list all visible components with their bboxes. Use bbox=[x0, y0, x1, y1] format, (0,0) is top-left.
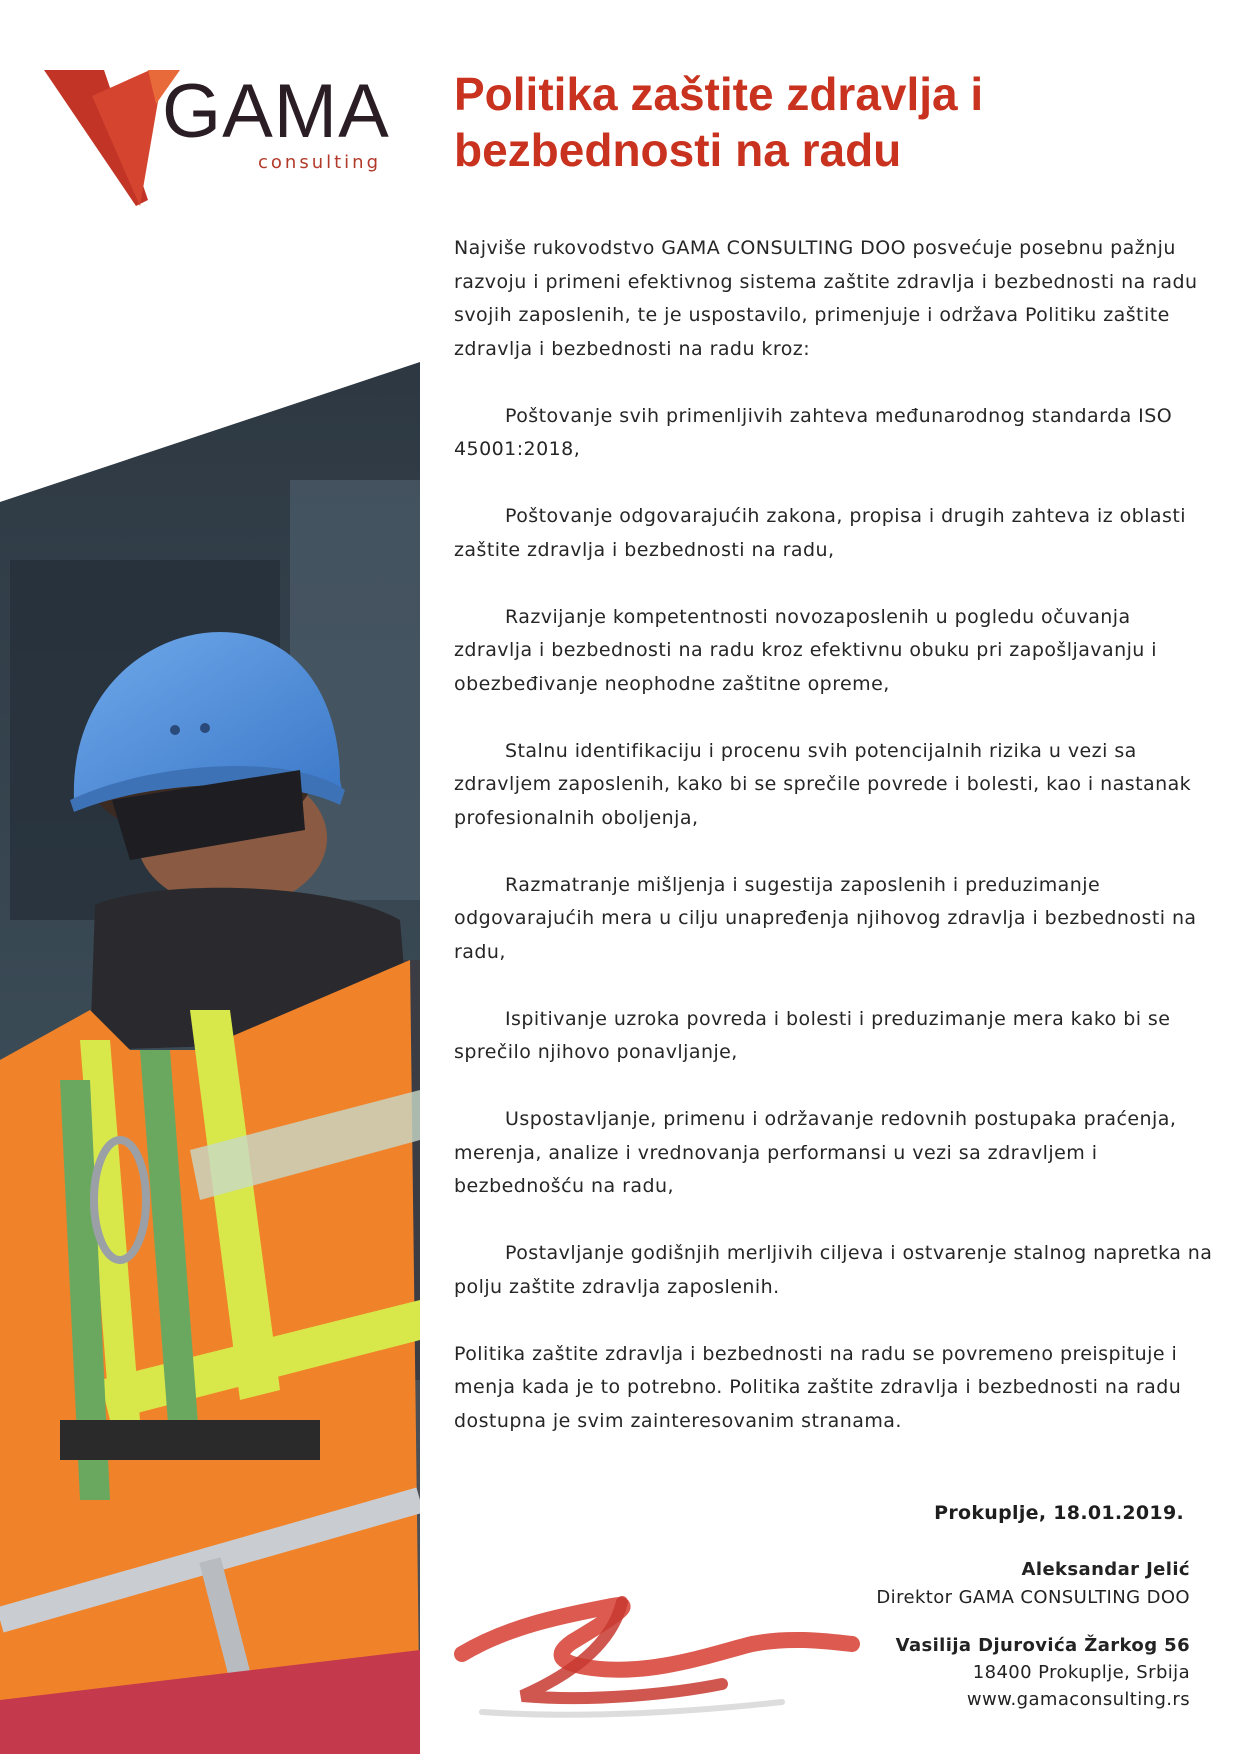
company-logo bbox=[44, 66, 394, 216]
policy-item: Razmatranje mišljenja i sugestija zaposlenih i preduzimanje odgovarajućih mera u cilju unapređenja njihovog zdravlja i bezbednosti na radu, bbox=[454, 873, 1197, 963]
policy-item: Poštovanje odgovarajućih zakona, propisa i drugih zahteva iz oblasti zaštite zdravlja i bezbednosti na radu, bbox=[454, 505, 1186, 561]
intro-paragraph: Najviše rukovodstvo GAMA CONSULTING DOO posvećuje posebnu pažnju razvoju i primeni efektivnog sistema zaštite zdravlja i bezbednosti na radu svojih zaposlenih, te je uspostavilo, primenjuje i održava Politiku zaštite zdravlja i bezbednosti na radu kroz: bbox=[454, 237, 1198, 360]
policy-item: Postavljanje godišnjih merljivih ciljeva i ostvarenje stalnog napretka na polju zaštite zdravlja zaposlenih. bbox=[454, 1242, 1213, 1298]
policy-body bbox=[454, 232, 1214, 1472]
closing-paragraph: Politika zaštite zdravlja i bezbednosti na radu se povremeno preispituje i menja kada je to potrebno. Politika zaštite zdravlja i bezbednosti na radu dostupna je svim zainteresovanim stranama. bbox=[454, 1342, 1182, 1432]
worker-photo bbox=[0, 0, 420, 1754]
address-street: Vasilija Djurovića Žarkog 56 bbox=[895, 1635, 1190, 1656]
place-date: Prokuplje, 18.01.2019. bbox=[934, 1502, 1184, 1524]
signer-name: Aleksandar Jelić bbox=[1021, 1559, 1190, 1580]
address-city: 18400 Prokuplje, Srbija bbox=[972, 1662, 1190, 1683]
policy-item: Uspostavljanje, primenu i održavanje redovnih postupaka praćenja, merenja, analize i vrednovanja performansi u vezi sa zdravljem i bezbednošću na radu, bbox=[454, 1108, 1177, 1197]
website-link[interactable]: www.gamaconsulting.rs bbox=[966, 1689, 1190, 1710]
logo-subtitle: consulting bbox=[258, 152, 381, 173]
policy-item: Poštovanje svih primenljivih zahteva međunarodnog standarda ISO 45001:2018, bbox=[454, 404, 1173, 460]
page-title: Politika zaštite zdravlja i bezbednosti na radu bbox=[454, 68, 984, 176]
logo-wordmark: GAMA bbox=[162, 69, 390, 154]
signer-role: Direktor GAMA CONSULTING DOO bbox=[876, 1587, 1190, 1608]
address-block bbox=[896, 1632, 1190, 1713]
signature-stroke bbox=[452, 1584, 862, 1724]
policy-item: Ispitivanje uzroka povreda i bolesti i preduzimanje mera kako bi se sprečilo njihovo ponavljanje, bbox=[454, 1007, 1171, 1063]
signer-block bbox=[876, 1556, 1190, 1612]
policy-item: Razvijanje kompetentnosti novozaposlenih u pogledu očuvanja zdravlja i bezbednosti na radu kroz efektivnu obuku pri zapošljavanju i obezbeđivanje neophodne zaštitne opreme, bbox=[454, 605, 1158, 695]
policy-item: Stalnu identifikaciju i procenu svih potencijalnih rizika u vezi sa zdravljem zaposlenih, kako bi se sprečile povrede i bolesti, kao i nastanak profesionalnih oboljenja, bbox=[454, 739, 1192, 829]
